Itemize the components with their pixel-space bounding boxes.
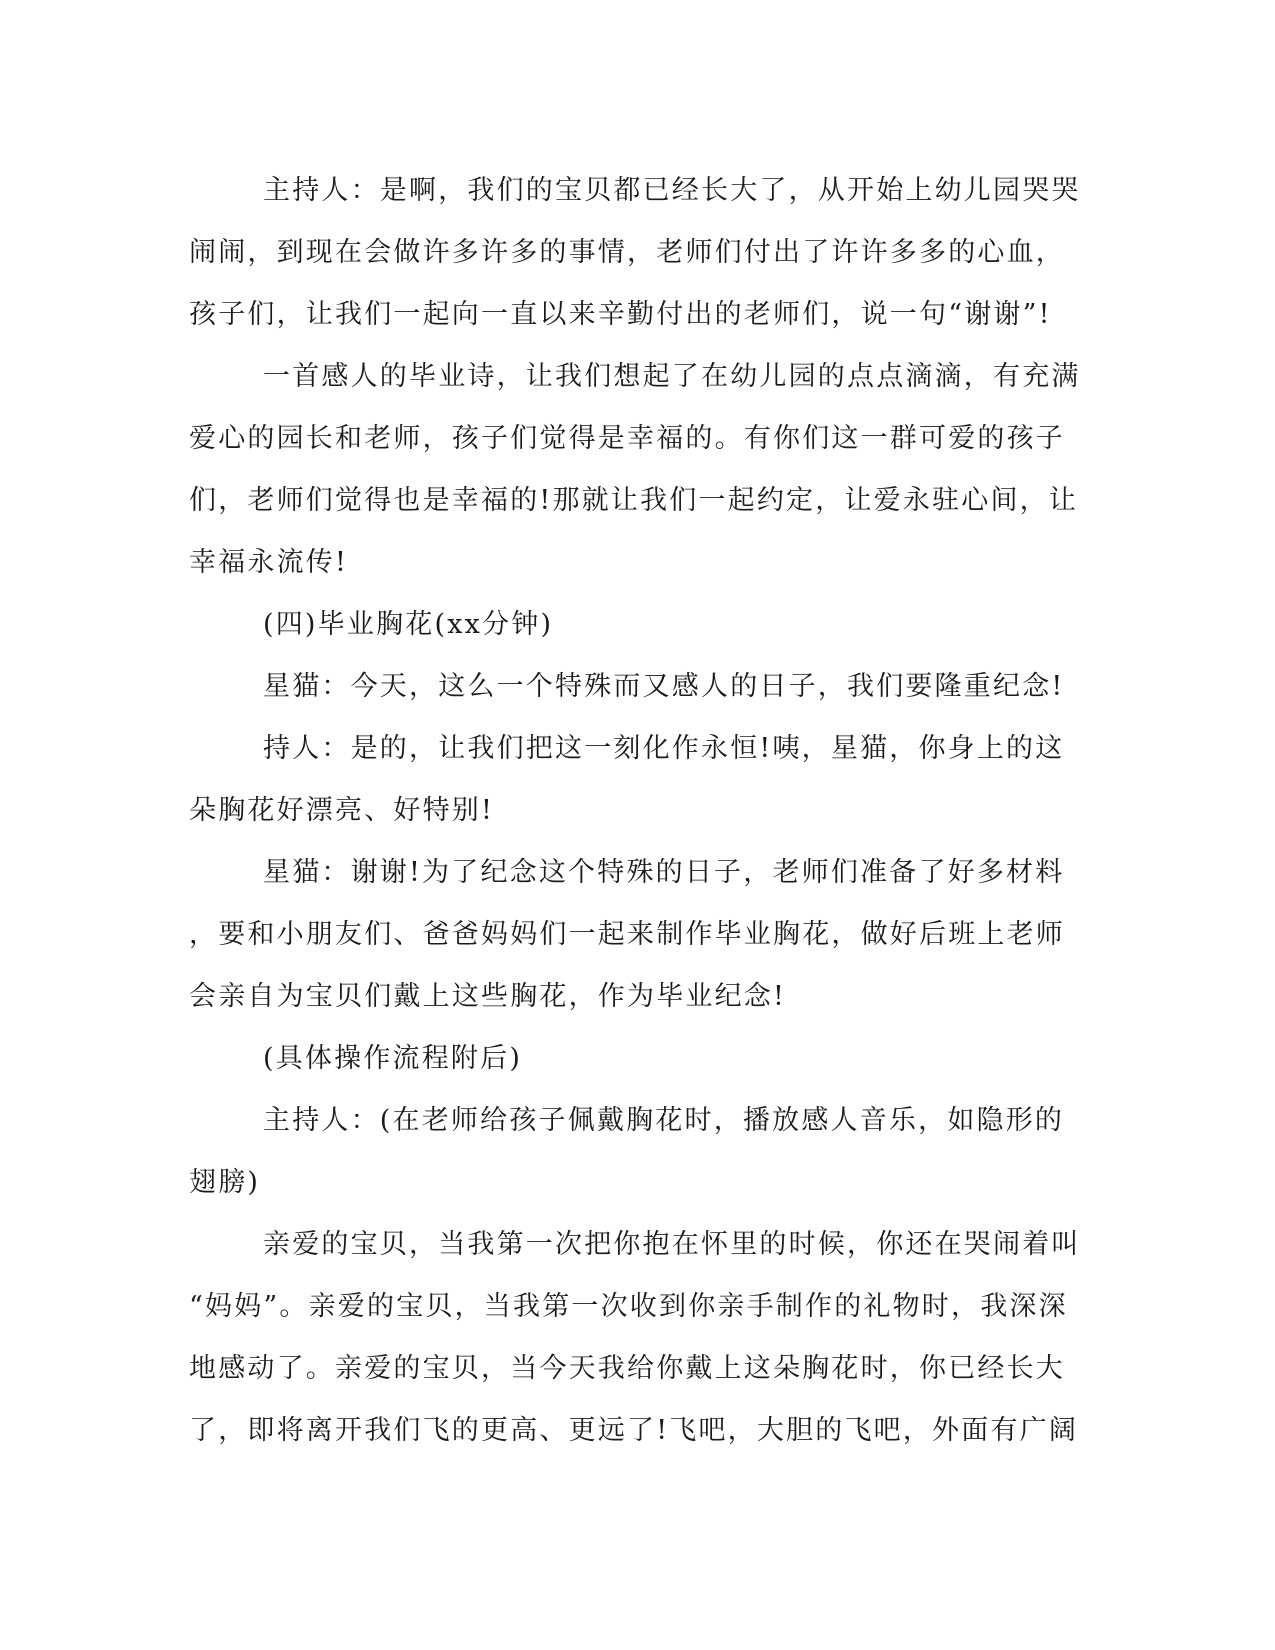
text-line: ，要和小朋友们、爸爸妈妈们一起来制作毕业胸花，做好后班上老师 — [189, 919, 1065, 950]
section-heading: (四)毕业胸花(xx分钟) — [263, 609, 554, 640]
text-line: 一首感人的毕业诗，让我们想起了在幼儿园的点点滴滴，有充满 — [263, 361, 1081, 392]
text-line: 幸福永流传! — [189, 547, 349, 578]
text-line: 主持人：(在老师给孩子佩戴胸花时，播放感人音乐，如隐形的 — [263, 1105, 1065, 1136]
text-line: 地感动了。亲爱的宝贝，当今天我给你戴上这朵胸花时，你已经长大 — [189, 1353, 1065, 1384]
text-line: 朵胸花好漂亮、好特别! — [189, 795, 495, 826]
text-line: 主持人：是啊，我们的宝贝都已经长大了，从开始上幼儿园哭哭 — [263, 175, 1081, 206]
text-line: 闹闹，到现在会做许多许多的事情，老师们付出了许许多多的心血， — [189, 237, 1065, 268]
text-line: 爱心的园长和老师，孩子们觉得是幸福的。有你们这一群可爱的孩子 — [189, 423, 1065, 454]
text-line: 翅膀) — [189, 1167, 261, 1198]
text-line: “妈妈”。亲爱的宝贝，当我第一次收到你亲手制作的礼物时，我深深 — [189, 1291, 1068, 1322]
document-body — [189, 160, 1079, 1462]
text-line: 亲爱的宝贝，当我第一次把你抱在怀里的时候，你还在哭闹着叫 — [263, 1229, 1081, 1260]
text-line: 持人：是的，让我们把这一刻化作永恒!咦，星猫，你身上的这 — [263, 733, 1065, 764]
text-line: 星猫：今天，这么一个特殊而又感人的日子，我们要隆重纪念! — [263, 671, 1065, 702]
text-line: (具体操作流程附后) — [263, 1043, 523, 1074]
text-line: 会亲自为宝贝们戴上这些胸花，作为毕业纪念! — [189, 981, 787, 1012]
text-line: 们，老师们觉得也是幸福的!那就让我们一起约定，让爱永驻心间，让 — [189, 485, 1079, 516]
text-line: 星猫：谢谢!为了纪念这个特殊的日子，老师们准备了好多材料 — [263, 857, 1065, 888]
text-line: 了，即将离开我们飞的更高、更远了!飞吧，大胆的飞吧，外面有广阔 — [189, 1415, 1079, 1446]
text-line: 孩子们，让我们一起向一直以来辛勤付出的老师们，说一句“谢谢”! — [189, 299, 1052, 330]
